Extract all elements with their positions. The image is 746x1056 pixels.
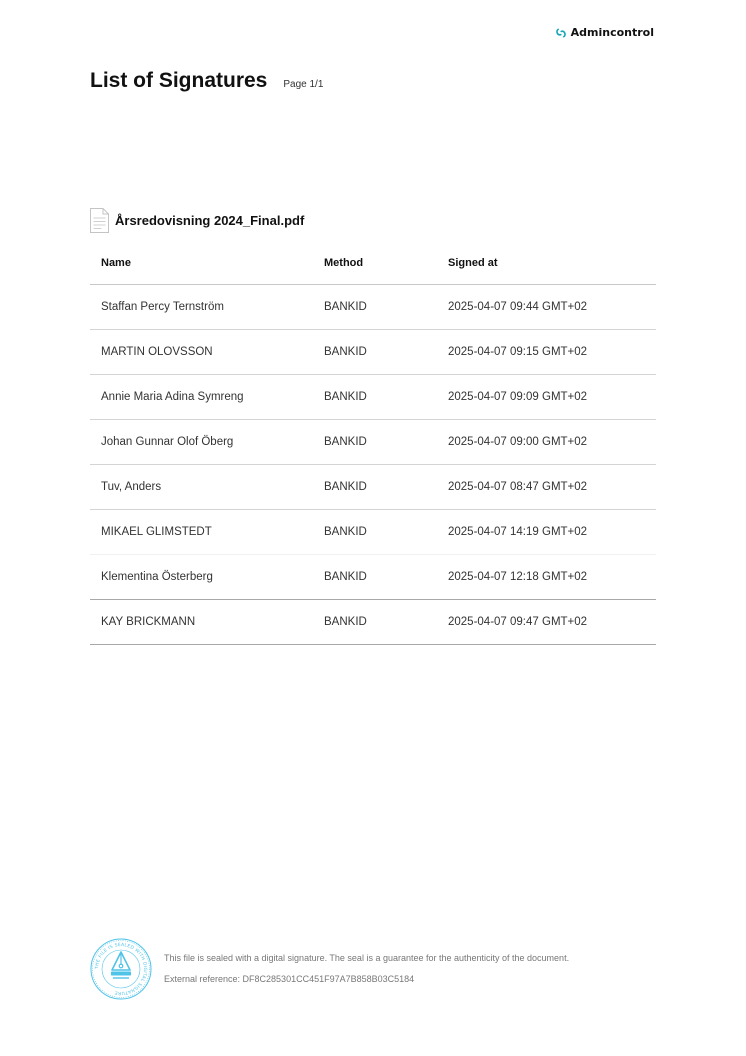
table-row	[90, 375, 656, 420]
signing-method: BANKID	[313, 465, 437, 510]
signer-name: Tuv, Anders	[90, 465, 313, 510]
table-header-row	[90, 242, 656, 285]
admincontrol-logo-icon	[555, 27, 567, 39]
signer-name: Staffan Percy Ternström	[90, 285, 313, 330]
signed-at: 2025-04-07 08:47 GMT+02	[437, 465, 656, 510]
signer-name: Klementina Österberg	[90, 555, 313, 600]
page-title: List of Signatures	[90, 69, 268, 92]
signed-at: 2025-04-07 09:47 GMT+02	[437, 600, 656, 645]
signing-method: BANKID	[313, 510, 437, 555]
page-number: Page 1/1	[283, 79, 324, 90]
signed-at: 2025-04-07 14:19 GMT+02	[437, 510, 656, 555]
signer-name: Johan Gunnar Olof Öberg	[90, 420, 313, 465]
signed-at: 2025-04-07 09:15 GMT+02	[437, 330, 656, 375]
external-reference: External reference: DF8C285301CC451F97A7B858B03C5184	[164, 974, 415, 984]
seal-notes	[164, 948, 569, 990]
signatures-table	[90, 242, 656, 645]
signing-method: BANKID	[313, 600, 437, 645]
brand-name: Admincontrol	[570, 26, 654, 39]
signing-method: BANKID	[313, 555, 437, 600]
signing-method: BANKID	[313, 285, 437, 330]
table-row	[90, 330, 656, 375]
signed-at: 2025-04-07 09:44 GMT+02	[437, 285, 656, 330]
signed-at: 2025-04-07 12:18 GMT+02	[437, 555, 656, 600]
document-filename: Årsredovisning 2024_Final.pdf	[115, 213, 305, 228]
svg-text:THE FILE IS SEALED WITH DIGITA: THE FILE IS SEALED WITH DIGITAL SIGNATURE	[94, 942, 148, 996]
document-heading	[90, 208, 304, 233]
signer-name: KAY BRICKMANN	[90, 600, 313, 645]
table-row	[90, 420, 656, 465]
seal-note: This file is sealed with a digital signature. The seal is a guarantee for the authenticity of the document.	[164, 953, 570, 963]
signer-name: MIKAEL GLIMSTEDT	[90, 510, 313, 555]
signing-method: BANKID	[313, 375, 437, 420]
table-row	[90, 555, 656, 600]
signed-at: 2025-04-07 09:09 GMT+02	[437, 375, 656, 420]
table-row	[90, 600, 656, 645]
signer-name: MARTIN OLOVSSON	[90, 330, 313, 375]
signing-method: BANKID	[313, 420, 437, 465]
table-row	[90, 510, 656, 555]
column-header-method: Method	[313, 242, 437, 285]
table-row	[90, 465, 656, 510]
brand-logo	[555, 26, 654, 39]
signing-method: BANKID	[313, 330, 437, 375]
signer-name: Annie Maria Adina Symreng	[90, 375, 313, 420]
seal-footer	[90, 938, 569, 1000]
signed-at: 2025-04-07 09:00 GMT+02	[437, 420, 656, 465]
digital-seal-icon	[90, 938, 152, 1000]
column-header-signed-at: Signed at	[437, 242, 656, 285]
page-header	[90, 69, 323, 93]
column-header-name: Name	[90, 242, 313, 285]
document-icon	[90, 208, 109, 233]
table-row	[90, 285, 656, 330]
